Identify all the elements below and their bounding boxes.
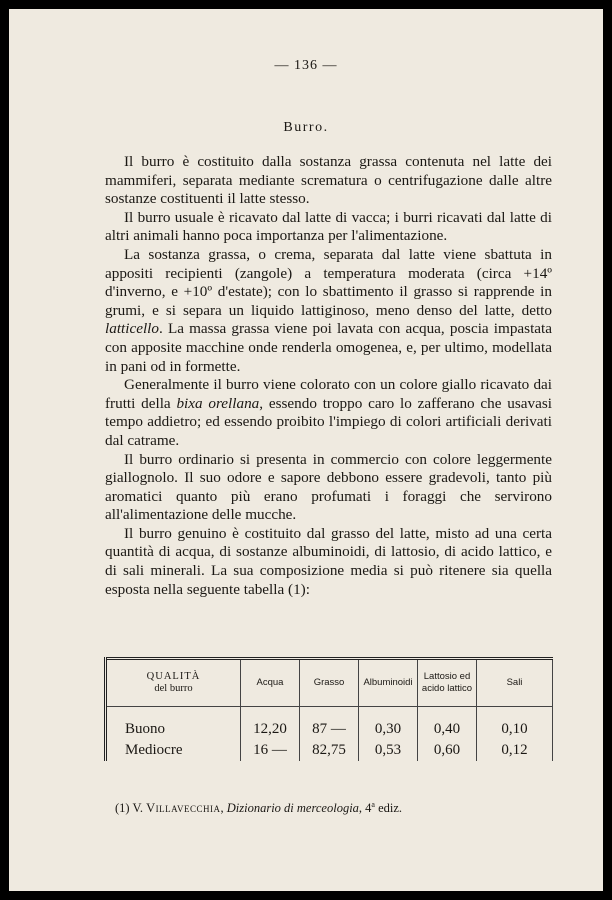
latticello-term: latticello [105,320,159,338]
header-quality-title: QUALITÀ [146,671,201,682]
header-albuminoidi: Albuminoidi [359,659,418,707]
header-lattosio [418,659,477,707]
header-sali: Sali [477,659,553,707]
paragraph-3-text-b: . La massa grassa viene poi lavata con acqua, poscia impastata con apposite macchine onde renderla omogenea, e, per ultimo, modellata in pani od in formette. [105,320,552,375]
header-quality [106,659,241,707]
table-row [106,719,553,740]
paragraph-3-text-a: La sostanza grassa, o crema, separata dal latte viene sbattuta in appositi recipienti (zangole) a temperatura moderata (circa +14º d'inverno, e +10º d'estate); con lo sbattimento il grasso si rapprende in grumi, e si separa un liquido lattiginoso, meno denso del latte, detto [105,245,552,319]
page-number: — 136 — [274,58,338,73]
header-lattosio-line1: Lattosio ed [423,671,471,682]
paragraph-4-text-a: Generalmente il burro viene colorato con un colore giallo ricavato dai frutti della [105,376,552,412]
row-sali: 0,12 [477,740,553,761]
paragraph-2: Il burro usuale è ricavato dal latte di vacca; i burri ricavati dal latte di altri animali hanno poca importanza per l'alimentazione. [105,208,552,245]
row-acqua: 16 — [241,740,300,761]
paragraph-3 [105,246,552,376]
row-lattosio: 0,60 [418,740,477,761]
row-quality: Buono [106,719,241,740]
paragraph-6: Il burro genuino è costituito dal grasso del latte, misto ad una certa quantità di acqua, di sostanze albuminoidi, di lattosio, di acido lattico, e di sali minerali. La sua composizione media si può ritenere sia quella esposta nella seguente tabella (1): [105,524,552,598]
bixa-orellana-term: bixa orellana [176,394,260,412]
footnote-edition-number: 4 [365,801,372,816]
composition-table [104,657,553,761]
footnote-title: Dizionario di merceologia [226,801,359,816]
row-albuminoidi: 0,53 [359,740,418,761]
header-acqua: Acqua [241,659,300,707]
paragraph-1: Il burro è costituito dalla sostanza grassa contenuta nel latte dei mammiferi, separata mediante scrematura o centrifugazione dalle altre sostanze costituenti il latte stesso. [105,153,552,208]
row-sali: 0,10 [477,719,553,740]
header-quality-subtitle: del burro [154,683,193,694]
footnote-author: Villavecchia [146,801,221,816]
table-header-row [106,659,553,707]
footnote-marker: (1) V. [115,801,144,816]
section-title: Burro. [283,120,329,135]
book-page [9,9,603,891]
row-acqua: 12,20 [241,719,300,740]
footnote-edition-sup: a [371,800,375,809]
row-quality: Mediocre [106,740,241,761]
row-albuminoidi: 0,30 [359,719,418,740]
footnote-edition-text: ediz. [378,801,403,816]
paragraph-4 [105,376,552,450]
paragraph-5: Il burro ordinario si presenta in commercio con colore leggermente giallognolo. Il suo odore e sapore debbono essere gradevoli, tanto più aromatici quanto più erano profumati i foraggi che servirono all'alimentazione delle mucche. [105,450,552,524]
paragraph-4-text-b: , essendo troppo caro lo zafferano che usavasi tempo addietro; ed essendo proibito l'impiego di colori artificiali derivati dal catrame. [105,394,552,449]
footnote: (1) V. Villavecchia, Dizionario di merceologia, 4$^a$ ediz. [115,800,403,816]
row-grasso: 87 — [300,719,359,740]
body-text [105,153,552,599]
row-grasso: 82,75 [300,740,359,761]
row-lattosio: 0,40 [418,719,477,740]
table-spacer-row [106,707,553,720]
table-row [106,740,553,761]
header-grasso: Grasso [300,659,359,707]
header-lattosio-line2: acido lattico [421,683,473,694]
